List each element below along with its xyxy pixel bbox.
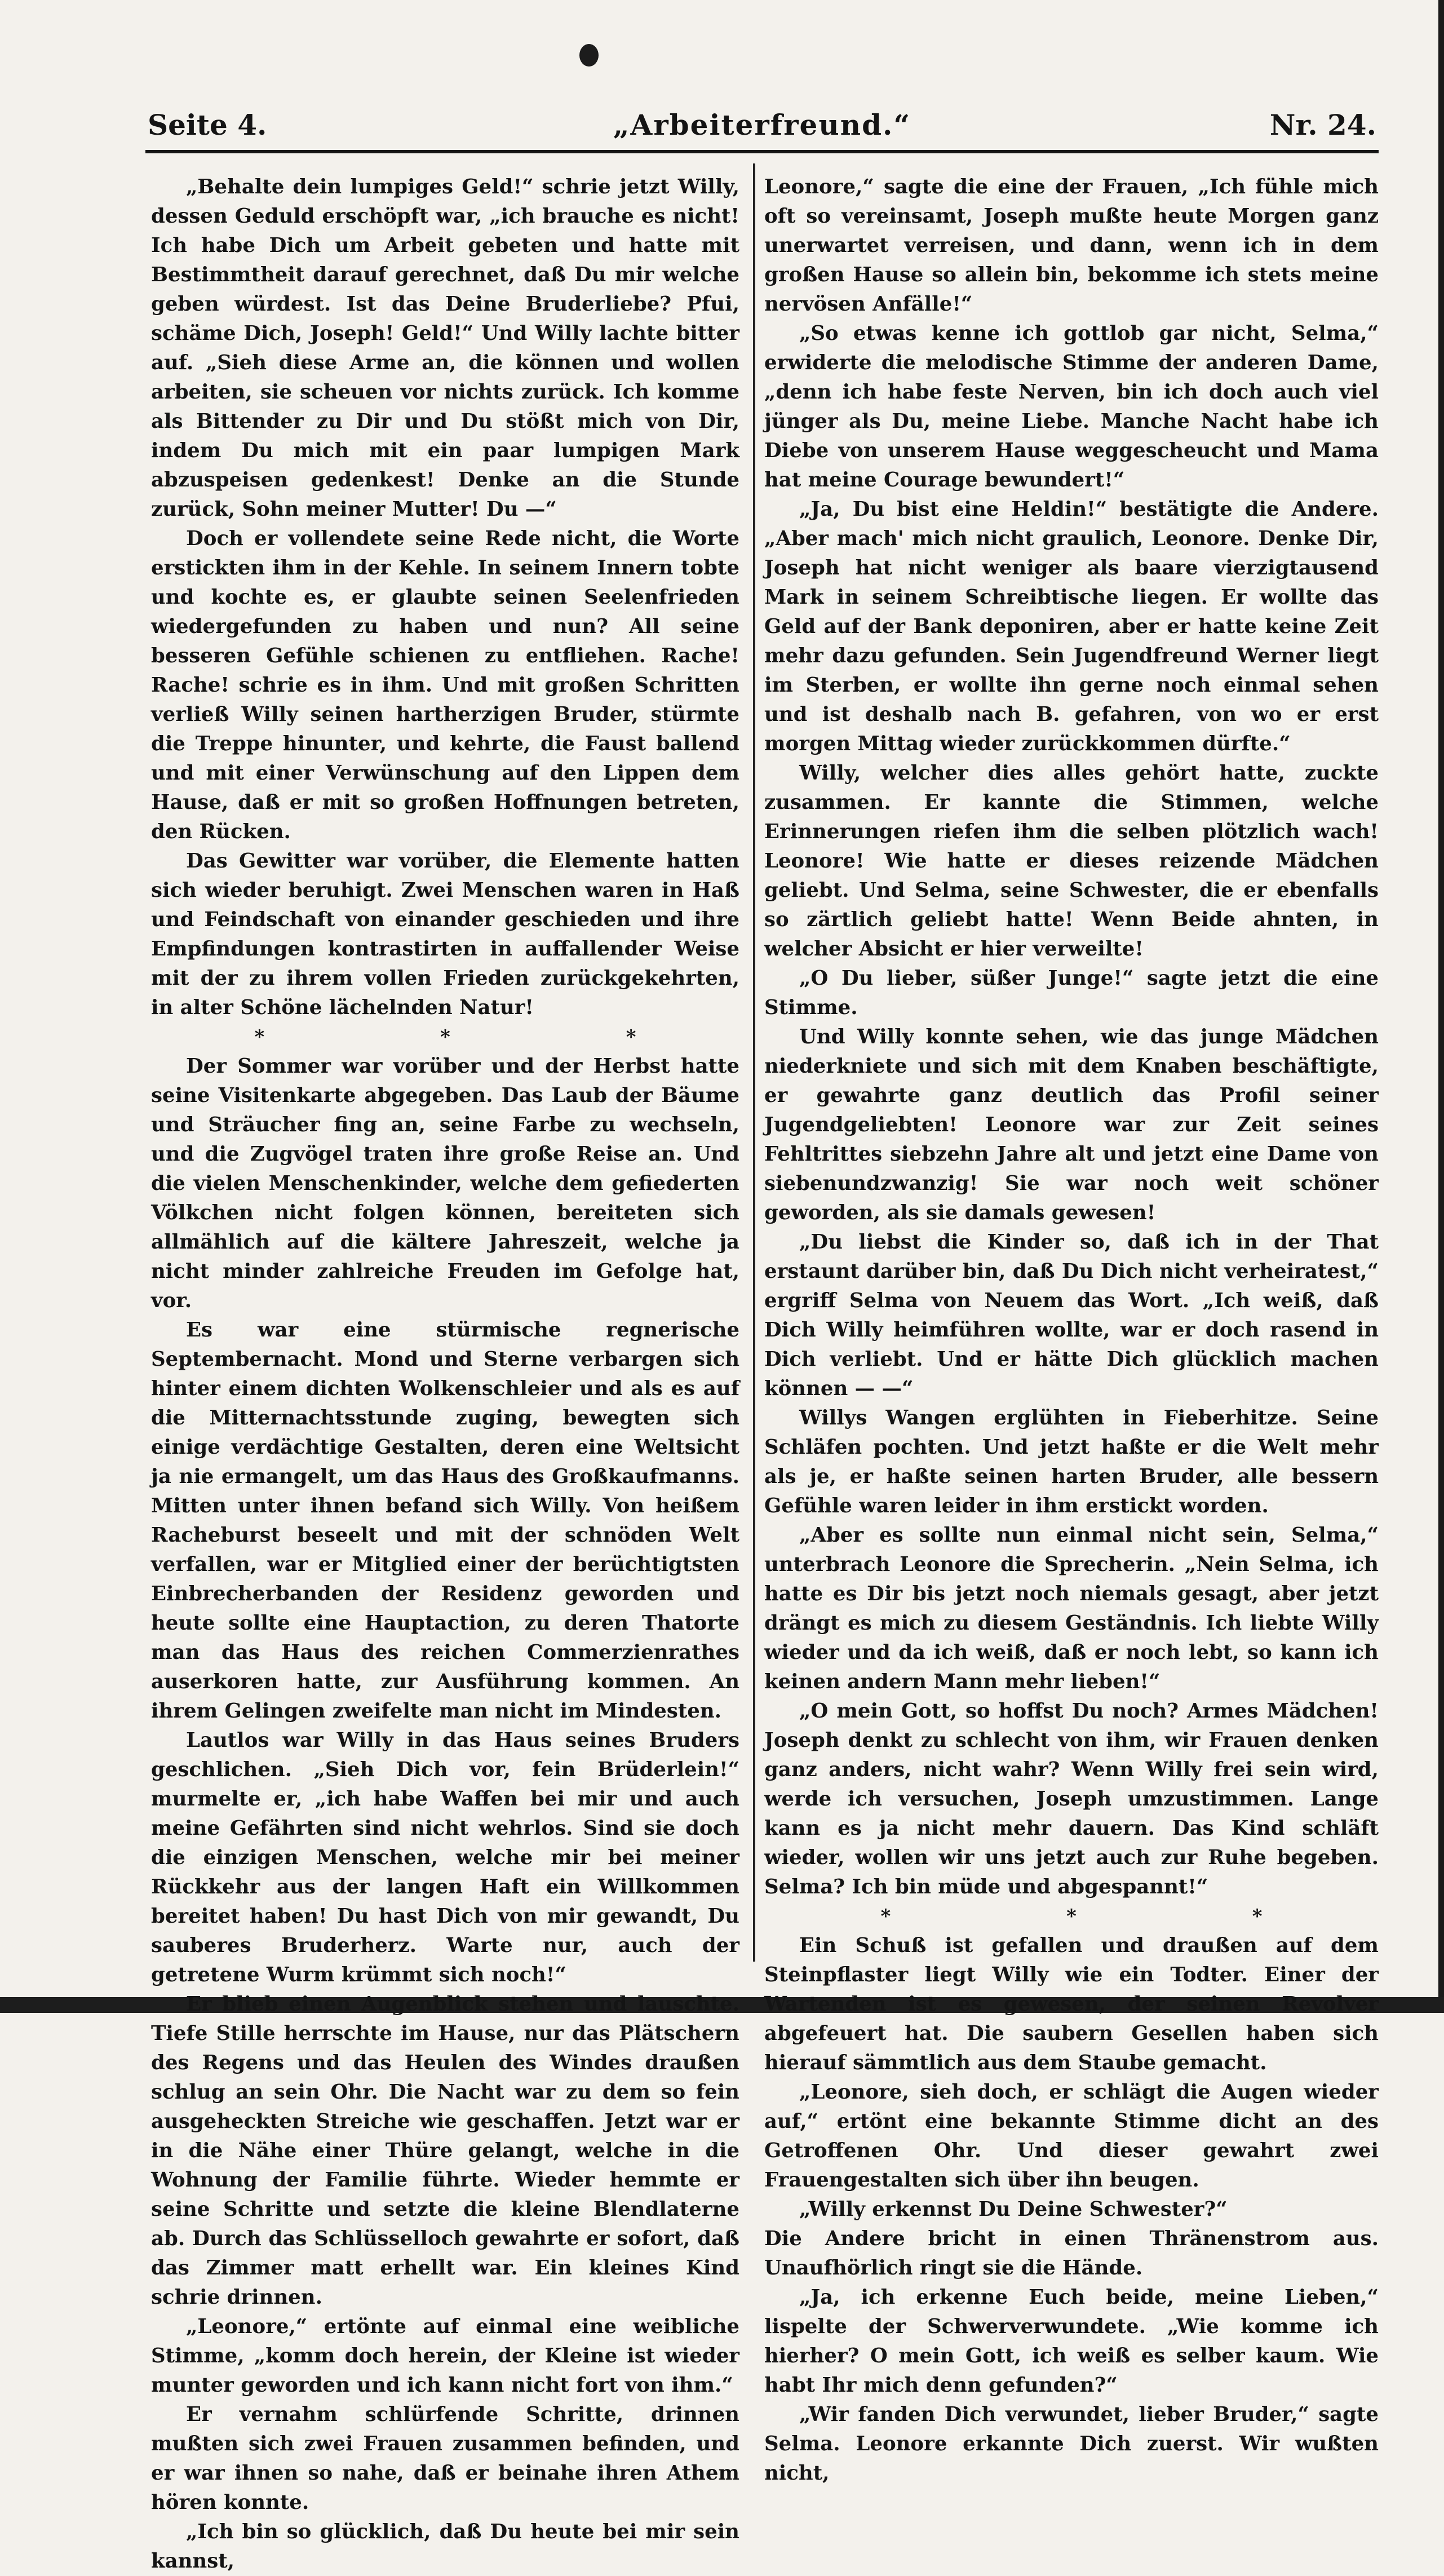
page-header (148, 108, 1376, 148)
paragraph: „So etwas kenne ich gottlob gar nicht, Selma,“ erwiderte die melodische Stimme der anderen Dame, „denn ich habe feste Nerven, bin ich doch auch viel jünger als Du, meine Liebe. Manche Nacht habe ich Diebe von unserem Hause weggescheucht und Mama hat meine Courage bewundert!“ (764, 322, 1379, 492)
paragraph: „Behalte dein lumpiges Geld!“ schrie jetzt Willy, dessen Geduld erschöpft war, „ich brauche es nicht! Ich habe Dich um Arbeit gebeten und hatte mit Bestimmtheit darauf gerechnet, daß Du mir welche geben würdest. Ist das Deine Bruderliebe? Pfui, schäme Dich, Joseph! Geld!“ Und Willy lachte bitter auf. „Sieh diese Arme an, die können und wollen arbeiten, sie scheuen vor nichts zurück. Ich komme als Bittender zu Dir und Du stößt mich von Dir, indem Du mich mit ein paar lumpigen Mark abzuspeisen gedenkest! Denke an die Stunde zurück, Sohn meiner Mutter! Du —“ (151, 175, 739, 521)
right-column (764, 172, 1379, 2485)
paragraph: „O Du lieber, süßer Junge!“ sagte jetzt die eine Stimme. (764, 967, 1379, 1019)
scan-edge-right (1438, 0, 1444, 2013)
paragraph: Es war eine stürmische regnerische Septembernacht. Mond und Sterne verbargen sich hinter einem dichten Wolkenschleier und als es auf die Mitternachtsstunde zuging, bewegten sich einige verdächtige Gestalten, deren eine Weltsicht ja nie ermangelt, um das Haus des Großkaufmanns. Mitten unter ihnen befand sich Willy. Von heißem Racheburst beseelt und mit der schnöden Welt verfallen, war er Mitglied einer der berüchtigtsten Einbrecherbanden der Residenz geworden und heute sollte eine Hauptaction, zu deren Thatorte man das Haus des reichen Commerzienrathes auserkoren hatte, zur Ausführung kommen. An ihrem Gelingen zweifelte man nicht im Mindesten. (151, 1318, 739, 1723)
paragraph: „Du liebst die Kinder so, daß ich in der That erstaunt darüber bin, daß Du Dich nicht verheiratest,“ ergriff Selma von Neuem das Wort. „Ich weiß, daß Dich Willy heimführen wollte, war er doch rasend in Dich verliebt. Und er hätte Dich glücklich machen können — —“ (764, 1231, 1379, 1400)
issue-number: Nr. 24. (1269, 108, 1376, 141)
paragraph: Er vernahm schlürfende Schritte, drinnen mußten sich zwei Frauen zusammen befinden, und er war ihnen so nahe, daß er beinahe ihren Athem hören konnte. (151, 2403, 739, 2514)
paragraph: „Leonore, sieh doch, er schlägt die Augen wieder auf,“ ertönt eine bekannte Stimme dicht an des Getroffenen Ohr. Und dieser gewahrt zwei Frauengestalten sich über ihn beugen. (764, 2081, 1379, 2192)
paragraph: Das Gewitter war vorüber, die Elemente hatten sich wieder beruhigt. Zwei Menschen waren in Haß und Feindschaft von einander geschieden und ihre Empfindungen kontrastirten in auffallender Weise mit der zu ihrem vollen Frieden zurückgekehrten, in alter Schöne lächelnden Natur! (151, 849, 739, 1019)
paragraph: „O mein Gott, so hoffst Du noch? Armes Mädchen! Joseph denkt zu schlecht von ihm, wir Frauen denken ganz anders, nicht wahr? Wenn Willy frei sein wird, werde ich versuchen, Joseph umzustimmen. Lange kann es ja nicht mehr dauern. Das Kind schläft wieder, wollen wir uns jetzt auch zur Ruhe begeben. Selma? Ich bin müde und abgespannt!“ (764, 1699, 1379, 1898)
paragraph: „Wir fanden Dich verwundet, lieber Bruder,“ sagte Selma. Leonore erkannte Dich zuerst. Wir wußten nicht, (764, 2403, 1379, 2485)
punch-hole (579, 44, 599, 67)
paragraph: „Ja, ich erkenne Euch beide, meine Lieben,“ lispelte der Schwerverwundete. „Wie komme ich hierher? O mein Gott, ich weiß es selber kaum. Wie habt Ihr mich denn gefunden?“ (764, 2286, 1379, 2397)
page-number: Seite 4. (148, 108, 267, 141)
paragraph: Doch er vollendete seine Rede nicht, die Worte erstickten ihm in der Kehle. In seinem Innern tobte und kochte es, er glaubte seinen Seelenfrieden wiedergefunden zu haben und nun? All seine besseren Gefühle schienen zu entfliehen. Rache! Rache! schrie es in ihm. Und mit großen Schritten verließ Willy seinen hartherzigen Bruder, stürmte die Treppe hinunter, und kehrte, die Faust ballend und mit einer Verwünschung auf den Lippen dem Hause, daß er mit so großen Hoffnungen betreten, den Rücken. (151, 527, 739, 843)
section-separator: * * * (880, 1905, 1347, 1928)
paragraph: Der Sommer war vorüber und der Herbst hatte seine Visitenkarte abgegeben. Das Laub der Bäume und Sträucher fing an, seine Farbe zu wechseln, und die Zugvögel traten ihre große Reise an. Und die vielen Menschenkinder, welche dem gefiederten Völkchen nicht folgen können, bereiteten sich allmählich auf die kältere Jahreszeit, welche ja nicht minder zahlreiche Freuden im Gefolge hat, vor. (151, 1055, 739, 1312)
column-divider (753, 163, 755, 1962)
paragraph: Ein Schuß ist gefallen und draußen auf dem Steinpflaster liegt Willy wie ein Todter. Einer der Wartenden ist es gewesen, der seinen Revolver abgefeuert hat. Die saubern Gesellen haben sich hierauf sämmtlich aus dem Staube gemacht. (764, 1934, 1379, 2074)
paragraph: „Ja, Du bist eine Heldin!“ bestätigte die Andere. „Aber mach' mich nicht graulich, Leonore. Denke Dir, Joseph hat nicht weniger als baare vierzigtausend Mark in seinem Schreibtische liegen. Er wollte das Geld auf der Bank deponiren, aber er hatte keine Zeit mehr dazu gefunden. Sein Jugendfreund Werner liegt im Sterben, er wollte ihn gerne noch einmal sehen und ist deshalb nach B. gefahren, von wo er erst morgen Mittag wieder zurückkommen dürfte.“ (764, 498, 1379, 755)
paragraph: Willys Wangen erglühten in Fieberhitze. Seine Schläfen pochten. Und jetzt haßte er die Welt mehr als je, er haßte seinen harten Bruder, alle bessern Gefühle waren leider in ihm erstickt worden. (764, 1406, 1379, 1517)
paragraph: Und Willy konnte sehen, wie das junge Mädchen niederkniete und sich mit dem Knaben beschäftigte, er gewahrte ganz deutlich das Profil seiner Jugendgeliebten! Leonore war zur Zeit seines Fehltrittes siebzehn Jahre alt und jetzt eine Dame von siebenundzwanzig! Sie war noch weit schöner geworden, als sie damals gewesen! (764, 1025, 1379, 1224)
header-rule (145, 150, 1379, 153)
paragraph-continued: Leonore,“ sagte die eine der Frauen, „Ich fühle mich oft so vereinsamt, Joseph mußte heute Morgen ganz unerwartet verreisen, und dann, wenn ich in dem großen Hause so allein bin, bekomme ich stets meine nervösen Anfälle!“ (764, 175, 1379, 316)
newspaper-title: „Arbeiterfreund.“ (613, 108, 911, 141)
paragraph: Willy, welcher dies alles gehört hatte, zuckte zusammen. Er kannte die Stimmen, welche Erinnerungen riefen ihm die selben plötzlich wach! Leonore! Wie hatte er dieses reizende Mädchen geliebt. Und Selma, seine Schwester, die er ebenfalls so zärtlich geliebt hatte! Wenn Beide ahnten, in welcher Absicht er hier verweilte! (764, 762, 1379, 961)
paragraph: Die Andere bricht in einen Thränenstrom aus. Unaufhörlich ringt sie die Hände. (764, 2227, 1379, 2280)
section-separator: * * * (254, 1026, 721, 1048)
paragraph: Lautlos war Willy in das Haus seines Bruders geschlichen. „Sieh Dich vor, fein Brüderlein!“ murmelte er, „ich habe Waffen bei mir und auch meine Gefährten sind nicht wehrlos. Sind sie doch die einzigen Menschen, welche mir bei meiner Rückkehr aus der langen Haft ein Willkommen bereitet haben! Du hast Dich von mir gewandt, Du sauberes Bruderherz. Warte nur, auch der getretene Wurm krümmt sich noch!“ (151, 1729, 739, 1986)
paragraph: „Willy erkennst Du Deine Schwester?“ (799, 2198, 1228, 2221)
paragraph: „Leonore,“ ertönte auf einmal eine weibliche Stimme, „komm doch herein, der Kleine ist wieder munter geworden und ich kann nicht fort von ihm.“ (151, 2315, 739, 2397)
paragraph: „Aber es sollte nun einmal nicht sein, Selma,“ unterbrach Leonore die Sprecherin. „Nein Selma, ich hatte es Dir bis jetzt noch niemals gesagt, aber jetzt drängt es mich zu diesem Geständnis. Ich liebte Willy wieder und da ich weiß, daß er noch lebt, so kann ich keinen andern Mann mehr lieben!“ (764, 1524, 1379, 1693)
left-column (151, 172, 739, 2573)
paragraph: „Ich bin so glücklich, daß Du heute bei mir sein kannst, (151, 2520, 739, 2573)
paragraph: Er blieb einen Augenblick stehen und lauschte. Tiefe Stille herrschte im Hause, nur das Plätschern des Regens und das Heulen des Windes draußen schlug an sein Ohr. Die Nacht war zu dem so fein ausgeheckten Streiche wie geschaffen. Jetzt war er in die Nähe einer Thüre gelangt, welche in die Wohnung der Familie führte. Wieder hemmte er seine Schritte und setzte die kleine Blendlaterne ab. Durch das Schlüsselloch gewahrte er sofort, daß das Zimmer matt erhellt war. Ein kleines Kind schrie drinnen. (151, 1993, 739, 2309)
